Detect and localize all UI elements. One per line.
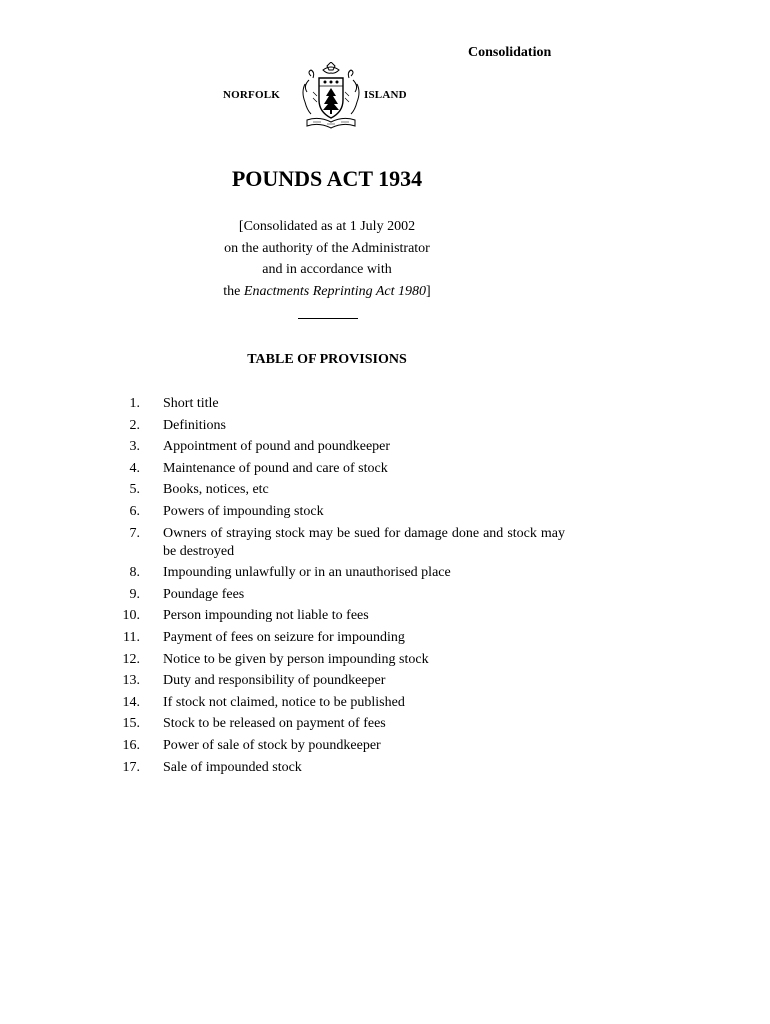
consolidation-note-suffix: ] (426, 283, 431, 299)
toc-item-number: 14. (122, 694, 140, 710)
toc-item (100, 715, 565, 733)
jurisdiction-header (223, 62, 413, 132)
consolidation-note-line-2: on the authority of the Administrator (224, 240, 430, 256)
toc-item-title: Impounding unlawfully or in an unauthorised place (163, 565, 451, 581)
toc-item-title: Maintenance of pound and care of stock (163, 460, 388, 476)
toc-item-number: 3. (129, 439, 140, 455)
toc-item-number: 15. (122, 716, 140, 732)
toc-item-title: If stock not claimed, notice to be published (163, 694, 405, 710)
toc-item-title: Notice to be given by person impounding stock (163, 651, 429, 667)
toc-item (100, 607, 565, 625)
toc-item (100, 564, 565, 582)
toc-item (100, 737, 565, 755)
toc-item-number: 4. (129, 460, 140, 476)
toc-item-number: 5. (129, 482, 140, 498)
toc-item-title: Definitions (163, 417, 226, 433)
toc-item (100, 395, 565, 413)
toc-item (100, 759, 565, 777)
toc-item-title: Payment of fees on seizure for impounding (163, 629, 405, 645)
toc-item-title: Books, notices, etc (163, 482, 269, 498)
toc-item (100, 417, 565, 435)
toc-item (100, 438, 565, 456)
table-of-provisions (100, 395, 565, 780)
toc-item (100, 481, 565, 499)
toc-item-number: 9. (129, 586, 140, 602)
toc-item-title: Sale of impounded stock (163, 759, 302, 775)
toc-item-number: 17. (122, 759, 140, 775)
jurisdiction-word-left: NORFOLK (223, 89, 281, 101)
toc-item-number: 8. (129, 565, 140, 581)
toc-item-title: Duty and responsibility of poundkeeper (163, 673, 386, 689)
toc-item (100, 503, 565, 521)
toc-item-number: 12. (122, 651, 140, 667)
toc-item-number: 1. (129, 396, 140, 411)
consolidation-note-line-4 (0, 281, 654, 303)
toc-item-title: Poundage fees (163, 586, 245, 602)
toc-item-title: Power of sale of stock by poundkeeper (163, 737, 381, 753)
toc-item-number: 7. (129, 525, 140, 541)
jurisdiction-word-right: ISLAND (364, 89, 407, 101)
toc-item-number: 11. (123, 629, 140, 645)
toc-item (100, 651, 565, 669)
toc-item-number: 16. (122, 737, 140, 753)
act-title: POUNDS ACT 1934 (231, 166, 423, 191)
toc-heading: TABLE OF PROVISIONS (247, 352, 407, 367)
toc-item (100, 460, 565, 478)
coat-of-arms-icon (299, 62, 363, 130)
consolidation-note-line-1: [Consolidated as at 1 July 2002 (238, 219, 416, 234)
toc-item-title: Appointment of pound and poundkeeper (163, 439, 391, 455)
toc-item-title: Person impounding not liable to fees (163, 608, 369, 624)
toc-item (100, 586, 565, 604)
toc-item (100, 694, 565, 712)
consolidation-note-prefix: the (223, 283, 244, 299)
toc-item (100, 672, 565, 690)
toc-item (100, 629, 565, 647)
toc-item-title: Stock to be released on payment of fees (163, 716, 386, 732)
consolidation-note (0, 216, 654, 302)
toc-item-number: 10. (122, 608, 140, 624)
toc-item-title: Short title (163, 396, 219, 411)
toc-item-number: 2. (129, 417, 140, 433)
divider-rule (298, 318, 358, 319)
toc-item-number: 6. (129, 503, 140, 519)
reprinting-act-name: Enactments Reprinting Act 1980 (243, 283, 427, 299)
toc-item-number: 13. (122, 673, 140, 689)
consolidation-label: Consolidation (468, 45, 552, 60)
toc-item-title: Owners of straying stock may be sued for damage done and stock may be destroyed (163, 525, 565, 559)
consolidation-note-line-3: and in accordance with (262, 262, 392, 277)
toc-item-title: Powers of impounding stock (163, 503, 324, 519)
toc-item (100, 525, 565, 561)
